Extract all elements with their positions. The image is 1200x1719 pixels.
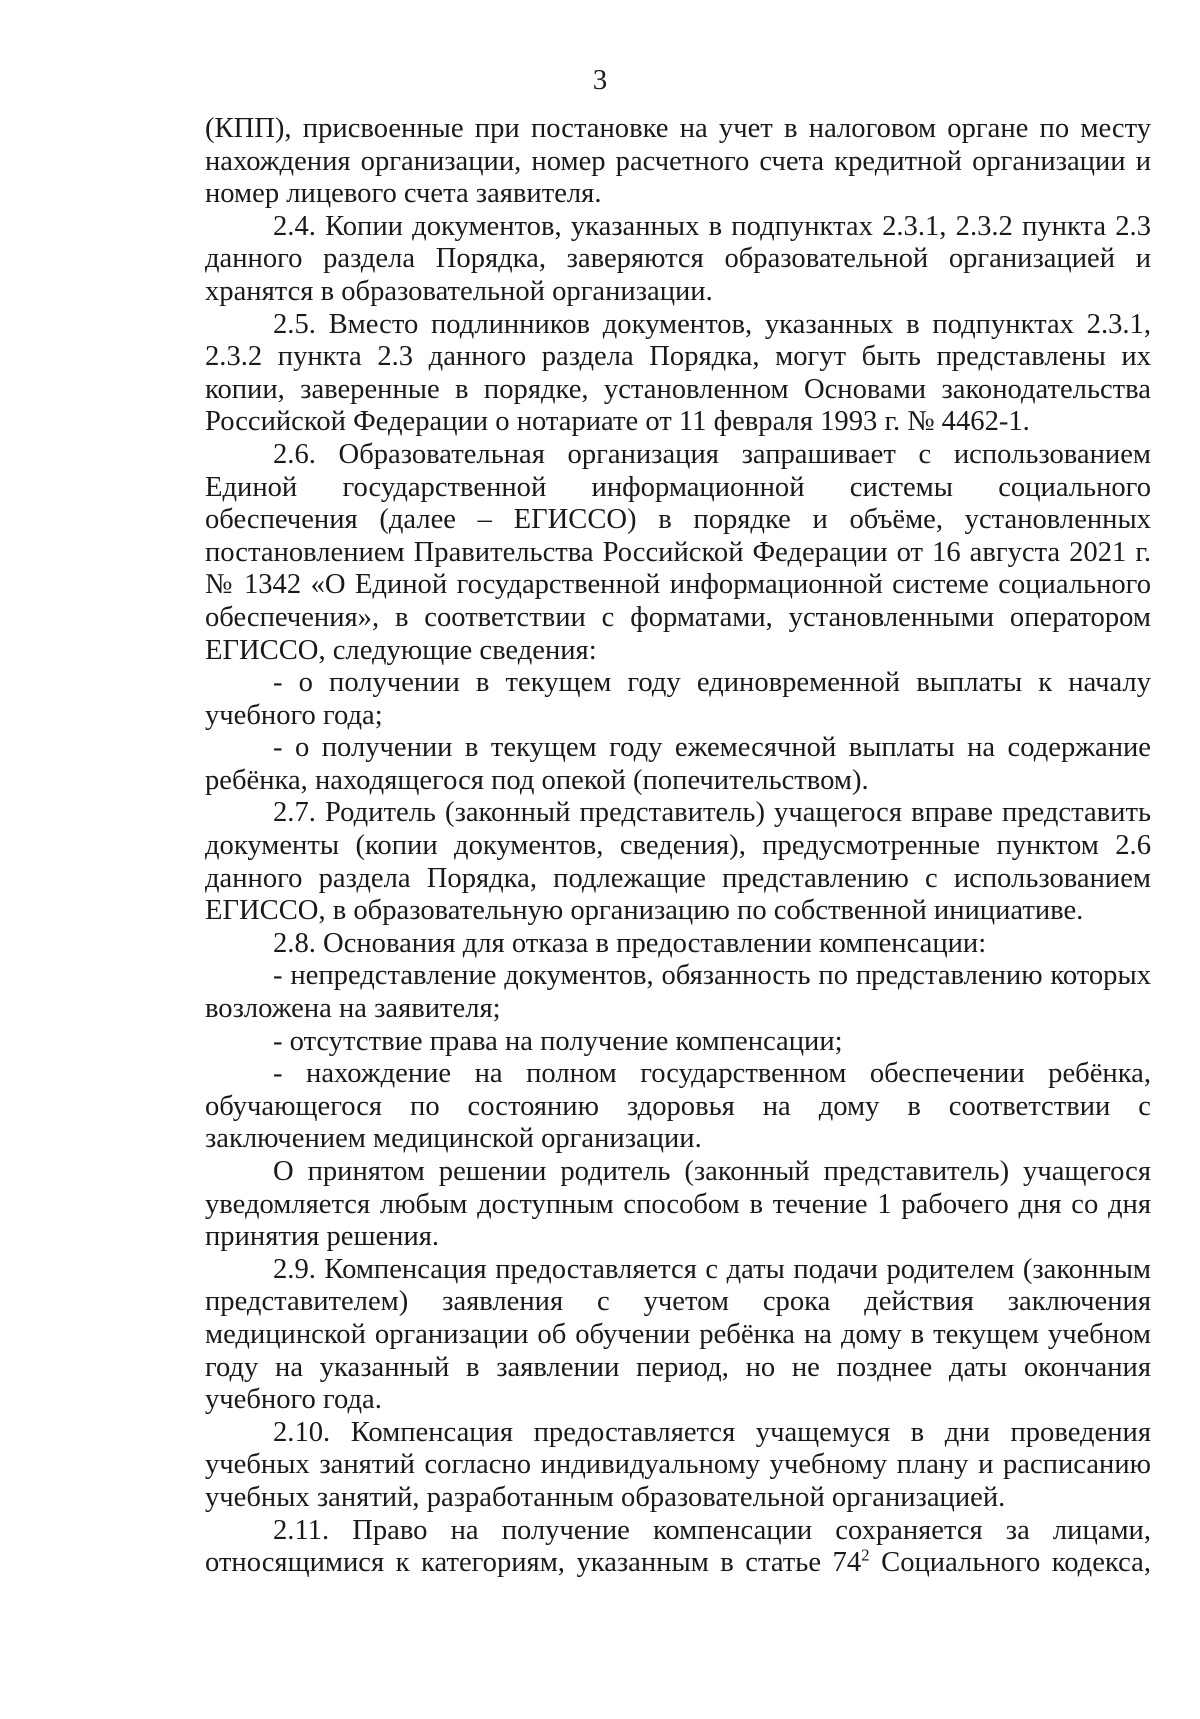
document-body <box>205 113 1151 1580</box>
paragraph-2-8: 2.8. Основания для отказа в предоставлении компенсации: <box>273 927 987 959</box>
paragraph-2-6: 2.6. Образовательная организация запрашивает с использованием Единой государственной информационной системы социального обеспечения (далее – ЕГИССО) в порядке и объёме, установленных постановлением Правительства Российской Федерации от 16 августа 2021 г. № 1342 «О Единой государственной информационной системе социального обеспечения», в соответствии с форматами, установленными оператором ЕГИССО, следующие сведения: <box>205 438 1151 666</box>
paragraph-decision-notice: О принятом решении родитель (законный представитель) учащегося уведомляется любым доступным способом в течение 1 рабочего дня со дня принятия решения. <box>205 1156 1151 1253</box>
list-item-no-right: - отсутствие права на получение компенсации; <box>273 1025 843 1057</box>
page-number: 3 <box>592 64 608 96</box>
paragraph-2-11 <box>205 1515 1151 1580</box>
article-superscript: 2 <box>861 1545 870 1565</box>
paragraph-kpp: (КПП), присвоенные при постановке на учет в налоговом органе по месту нахождения организации, номер расчетного счета кредитной организации и номер лицевого счета заявителя. <box>205 113 1151 210</box>
paragraph-2-10: 2.10. Компенсация предоставляется учащемуся в дни проведения учебных занятий согласно индивидуальному учебному плану и расписанию учебных занятий, разработанным образовательной организацией. <box>205 1416 1151 1513</box>
paragraph-2-11-text: 2.11. Право на получение компенсации сохраняется за лицами, относящимися к категориям, указанным в статье 74 <box>205 1514 1151 1579</box>
paragraph-2-5: 2.5. Вместо подлинников документов, указанных в подпунктах 2.3.1, 2.3.2 пункта 2.3 данного раздела Порядка, могут быть представлены их копии, заверенные в порядке, установленном Основами законодательства Российской Федерации о нотариате от 11 февраля 1993 г. № 4462-1. <box>205 308 1151 438</box>
paragraph-2-7: 2.7. Родитель (законный представитель) учащегося вправе представить документы (копии документов, сведения), предусмотренные пунктом 2.6 данного раздела Порядка, подлежащие представлению с использованием ЕГИССО, в образовательную организацию по собственной инициативе. <box>205 797 1151 927</box>
list-item-lump-sum-payment: - о получении в текущем году единовременной выплаты к началу учебного года; <box>205 667 1151 731</box>
list-item-monthly-payment: - о получении в текущем году ежемесячной выплаты на содержание ребёнка, находящегося под опекой (попечительством). <box>205 732 1151 796</box>
paragraph-2-9: 2.9. Компенсация предоставляется с даты подачи родителем (законным представителем) заявления с учетом срока действия заключения медицинской организации об обучении ребёнка на дому в текущем учебном году на указанный в заявлении период, но не позднее даты окончания учебного года. <box>205 1253 1151 1416</box>
paragraph-2-11-tail: Социального кодекса, <box>869 1547 1151 1579</box>
list-item-state-support: - нахождение на полном государственном обеспечении ребёнка, обучающегося по состоянию здоровья на дому в соответствии с заключением медицинской организации. <box>205 1058 1151 1155</box>
list-item-no-documents: - непредставление документов, обязанность по представлению которых возложена на заявителя; <box>205 960 1151 1025</box>
paragraph-2-4: 2.4. Копии документов, указанных в подпунктах 2.3.1, 2.3.2 пункта 2.3 данного раздела Порядка, заверяются образовательной организацией и хранятся в образовательной организации. <box>205 210 1151 307</box>
